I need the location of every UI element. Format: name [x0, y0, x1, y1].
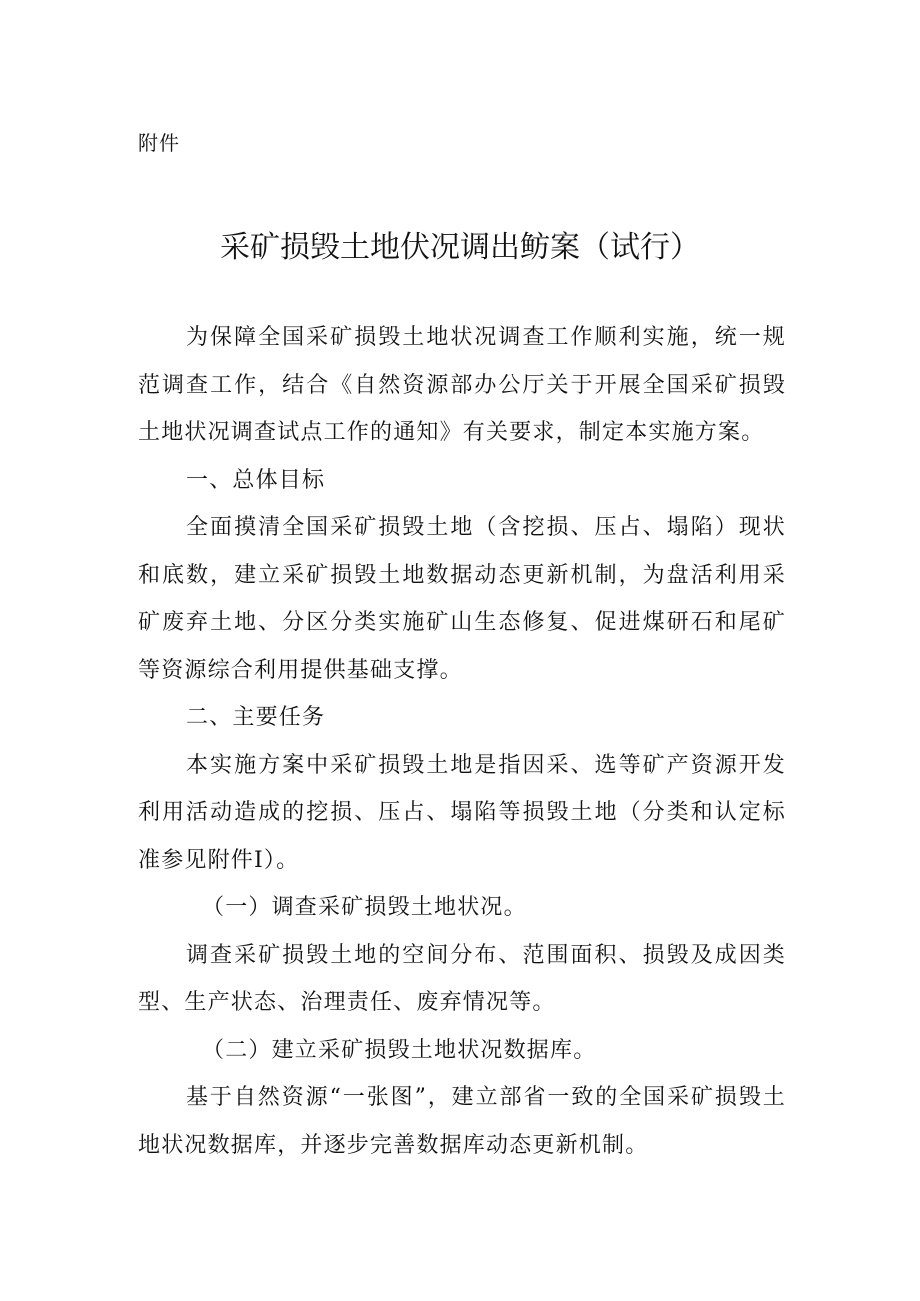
document-body — [138, 314, 786, 1169]
document-title: 采矿损毁土地伏况调出鲂案（试行） — [220, 230, 700, 265]
main-tasks-paragraph: 本实施方案中采矿损毁土地是指因采、选等矿产资源开发利用活动造成的挖损、压占、塌陷等损毁土地（分类和认定标准参见附件I）。 — [138, 752, 786, 873]
database-paragraph: 基于自然资源“一张图”，建立部省一致的全国采矿损毁土地状况数据库，并逐步完善数据库动态更新机制。 — [138, 1085, 786, 1158]
subsection-heading-survey: （一）调查采矿损毁土地状况。 — [202, 895, 527, 920]
subsection-heading-database: （二）建立采矿损毁土地状况数据库。 — [202, 1037, 597, 1063]
attachment-label: 附件 — [138, 131, 180, 155]
section-heading-overall-goal: 一、总体目标 — [186, 467, 326, 493]
section-heading-main-tasks: 二、主要任务 — [186, 705, 326, 730]
survey-paragraph: 调查采矿损毁土地的空间分布、范围面积、损毁及成因类型、生产状态、治理责任、废弃情况等。 — [138, 942, 786, 1015]
overall-goal-paragraph: 全面摸清全国采矿损毁土地（含挖损、压占、塌陷）现状和底数，建立采矿损毁土地数据动态更新机制，为盘活利用采矿废弃土地、分区分类实施矿山生态修复、促进煤研石和尾矿等资源综合利用提供基础支撑。 — [138, 515, 786, 683]
intro-paragraph: 为保障全国采矿损毁土地状况调查工作顺利实施，统一规范调查工作，结合《自然资源部办公厅关于开展全国采矿损毁土地状况调查试点工作的通知》有关要求，制定本实施方案。 — [138, 325, 786, 445]
